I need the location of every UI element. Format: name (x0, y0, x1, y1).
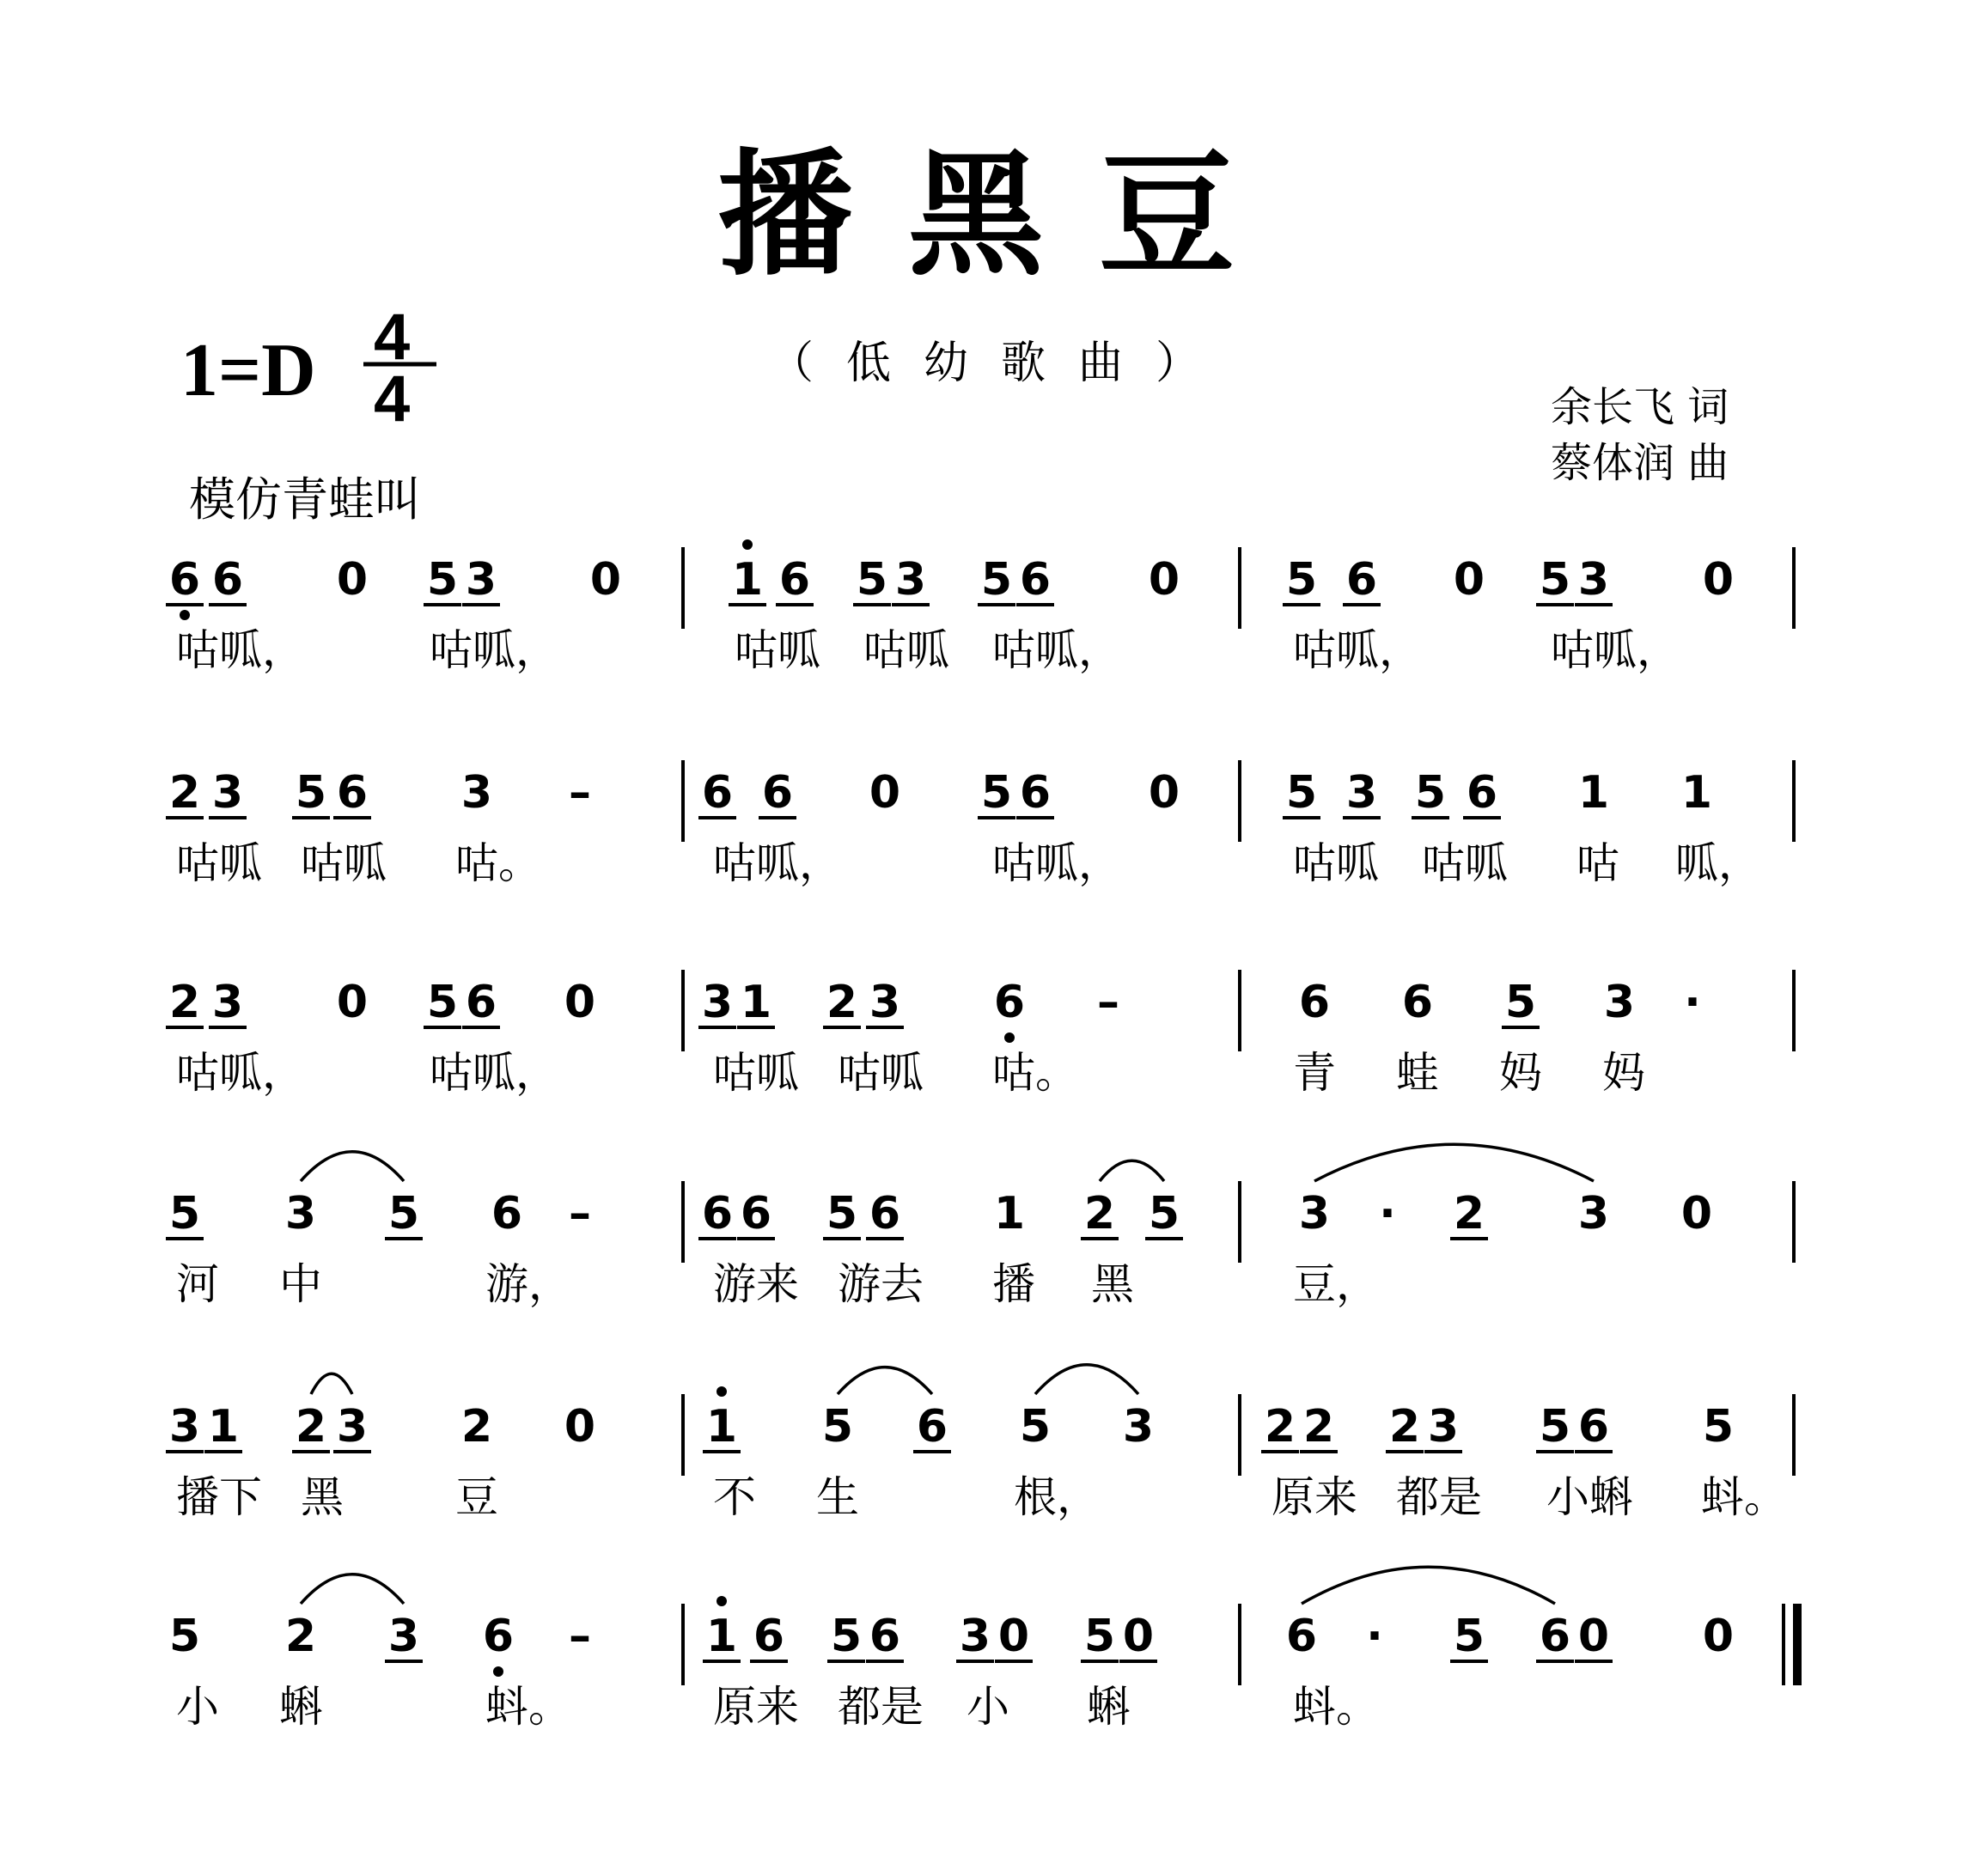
note: 3 (284, 1188, 317, 1240)
note: 0 (336, 554, 369, 606)
note: 6 (168, 554, 201, 606)
subtitle: （低幼歌曲） (769, 338, 1234, 389)
note: 3 (1122, 1401, 1155, 1453)
note: 2 (168, 767, 201, 819)
note: 6 (701, 767, 734, 819)
note: 6 (1401, 977, 1434, 1028)
note: 3 (387, 1611, 420, 1662)
note: 3 (1345, 767, 1378, 819)
lyric: 蛙 (1396, 1048, 1439, 1098)
lyric: 咕。 (992, 1048, 1078, 1098)
note: 5 (980, 767, 1013, 819)
note: 2 (826, 977, 858, 1028)
note: 2 (168, 977, 201, 1028)
lyric: 河 (176, 1259, 219, 1309)
note: 0 (997, 1611, 1030, 1662)
note: 0 (1702, 1611, 1735, 1662)
lyric: 妈 (1602, 1048, 1645, 1098)
note: 5 (1539, 554, 1571, 606)
note: 0 (1680, 1188, 1713, 1240)
slur (1314, 1144, 1594, 1181)
lyric: 咕呱 (301, 838, 387, 888)
note: · (1366, 1611, 1383, 1662)
note: 6 (1466, 767, 1498, 819)
lyric: 咕呱 (176, 838, 262, 888)
lyric: 咕呱， (713, 838, 842, 888)
octave-dot-high (742, 539, 753, 550)
note: 5 (1414, 767, 1447, 819)
note: 2 (1302, 1401, 1335, 1453)
note: 6 (869, 1188, 901, 1240)
note: – (569, 1611, 591, 1662)
composer-credit: 蔡体润 曲 (1551, 439, 1729, 487)
note: 0 (1453, 554, 1485, 606)
song-title: 播黑豆 (717, 137, 1290, 295)
note: 6 (491, 1188, 523, 1240)
note: – (1097, 977, 1119, 1028)
time-signature (363, 301, 436, 436)
lyric: 咕呱， (430, 1048, 558, 1098)
note: 0 (869, 767, 901, 819)
note: 5 (168, 1611, 201, 1662)
note: 3 (869, 977, 901, 1028)
note: 5 (856, 554, 888, 606)
note: 6 (1539, 1611, 1571, 1662)
slur (1035, 1365, 1138, 1394)
score-systems (166, 539, 1797, 1732)
note: 3 (211, 977, 244, 1028)
note: 5 (1702, 1401, 1735, 1453)
note: 0 (564, 977, 596, 1028)
note: 5 (1148, 1188, 1180, 1240)
note: 3 (959, 1611, 991, 1662)
lyric: 黑 (301, 1472, 344, 1522)
lyric: 都是 (1396, 1472, 1482, 1522)
lyric: 咕 (1576, 838, 1619, 888)
note: 2 (284, 1611, 317, 1662)
note: 0 (1702, 554, 1735, 606)
note: 3 (1427, 1401, 1460, 1453)
note: 3 (1577, 554, 1610, 606)
octave-dot-low (180, 610, 190, 620)
lyric: 播 (992, 1259, 1035, 1309)
note: 6 (1285, 1611, 1318, 1662)
note: 6 (482, 1611, 515, 1662)
performance-instruction: 模仿青蛙叫 (189, 472, 421, 527)
note: 1 (705, 1401, 738, 1453)
octave-dot-low (493, 1666, 503, 1677)
lyric: 黑 (1091, 1259, 1134, 1309)
note: 1 (705, 1611, 738, 1662)
lyric: 咕呱， (430, 625, 558, 675)
note: 6 (761, 767, 794, 819)
octave-dot-low (1004, 1032, 1015, 1043)
lyric: 咕呱 (713, 1048, 799, 1098)
lyric: 咕呱， (992, 625, 1121, 675)
note: 5 (1083, 1611, 1116, 1662)
score-system (166, 1386, 1794, 1522)
score-system (166, 539, 1794, 675)
note: 0 (1148, 767, 1180, 819)
note: 5 (1504, 977, 1537, 1028)
lyric: 不 (713, 1472, 756, 1522)
note: 3 (701, 977, 734, 1028)
note: 0 (336, 977, 369, 1028)
time-signature-numerator: 4 (374, 301, 411, 374)
note: 2 (1083, 1188, 1116, 1240)
lyric: 咕呱 (838, 1048, 924, 1098)
note: 3 (1603, 977, 1636, 1028)
note: 5 (1019, 1401, 1052, 1453)
note: 2 (460, 1401, 493, 1453)
note: 5 (426, 554, 459, 606)
lyric: 豆， (1293, 1259, 1379, 1309)
lyric: 根， (1014, 1472, 1100, 1522)
score-system (166, 970, 1794, 1098)
note: 6 (1019, 554, 1052, 606)
note: 6 (740, 1188, 772, 1240)
note: 5 (980, 554, 1013, 606)
note: 1 (740, 977, 772, 1028)
note: 5 (295, 767, 327, 819)
lyric: 游来 (713, 1259, 799, 1309)
note: 2 (1388, 1401, 1421, 1453)
lyric: 咕呱， (1551, 625, 1680, 675)
note: 1 (993, 1188, 1026, 1240)
lyric: 咕呱 (1293, 838, 1379, 888)
slur (1100, 1160, 1164, 1181)
note: 0 (589, 554, 622, 606)
note: 2 (1264, 1401, 1296, 1453)
lyric: 咕呱， (992, 838, 1121, 888)
slur (1302, 1567, 1555, 1604)
lyric: 咕呱， (1293, 625, 1422, 675)
note: 5 (426, 977, 459, 1028)
lyric: 咕。 (455, 838, 541, 888)
lyric: 蚪。 (1293, 1682, 1379, 1732)
note: 2 (1453, 1188, 1485, 1240)
note: 2 (295, 1401, 327, 1453)
note: 5 (1285, 554, 1318, 606)
note: 0 (1577, 1611, 1610, 1662)
lyric: 原来 (713, 1682, 799, 1732)
note: 0 (1122, 1611, 1155, 1662)
note: 0 (1148, 554, 1180, 606)
lyric: 呱， (1675, 838, 1761, 888)
octave-dot-high (717, 1386, 727, 1397)
note: 5 (821, 1401, 854, 1453)
note: 3 (336, 1401, 369, 1453)
note: 6 (753, 1611, 785, 1662)
lyric: 中 (279, 1259, 322, 1309)
lyric: 青 (1293, 1048, 1336, 1098)
note: 3 (894, 554, 927, 606)
note: 5 (387, 1188, 420, 1240)
lyric: 都是 (838, 1682, 924, 1732)
note: 1 (731, 554, 764, 606)
note: 5 (168, 1188, 201, 1240)
lyric: 游去 (838, 1259, 924, 1309)
time-signature-denominator: 4 (374, 362, 411, 436)
lyric: 蝌 (1087, 1682, 1130, 1732)
lyric: 蝌 (279, 1682, 322, 1732)
lyric: 妈 (1499, 1048, 1542, 1098)
note: – (569, 767, 591, 819)
note: 3 (211, 767, 244, 819)
lyric: 小蝌 (1546, 1472, 1632, 1522)
note: 6 (993, 977, 1026, 1028)
note: · (1684, 977, 1701, 1028)
note: 6 (1577, 1401, 1610, 1453)
note: 6 (336, 767, 369, 819)
note: 3 (460, 767, 493, 819)
lyric: 咕呱， (176, 1048, 305, 1098)
note: 6 (211, 554, 244, 606)
lyric: 蚪。 (1701, 1472, 1787, 1522)
note: 6 (1298, 977, 1331, 1028)
note: 5 (1453, 1611, 1485, 1662)
slur (301, 1574, 404, 1604)
note: 1 (1577, 767, 1610, 819)
note: · (1379, 1188, 1396, 1240)
note: 5 (830, 1611, 863, 1662)
note: 6 (701, 1188, 734, 1240)
lyric: 生 (816, 1472, 859, 1522)
lyric: 蚪。 (485, 1682, 571, 1732)
lyricist-credit: 余长飞 词 (1551, 383, 1729, 431)
lyric: 咕呱 (1422, 838, 1508, 888)
lyric: 原来 (1271, 1472, 1357, 1522)
note: 3 (1577, 1188, 1610, 1240)
note: 6 (869, 1611, 901, 1662)
note: 3 (168, 1401, 201, 1453)
note: 3 (1298, 1188, 1331, 1240)
note: 0 (564, 1401, 596, 1453)
lyric: 豆 (455, 1472, 498, 1522)
note: 6 (465, 977, 497, 1028)
note: 5 (1539, 1401, 1571, 1453)
lyric: 咕呱 (735, 625, 820, 675)
lyric: 小 (176, 1682, 219, 1732)
note: 6 (1019, 767, 1052, 819)
note: 1 (207, 1401, 240, 1453)
note: 6 (778, 554, 811, 606)
note: 5 (1285, 767, 1318, 819)
note: 6 (1345, 554, 1378, 606)
note: 1 (1680, 767, 1713, 819)
slur (838, 1367, 932, 1394)
note: 6 (916, 1401, 948, 1453)
note: – (569, 1188, 591, 1240)
score-system (166, 1181, 1794, 1309)
score-system (166, 760, 1794, 888)
key-signature: 1=D (180, 329, 316, 412)
lyric: 咕呱 (863, 625, 949, 675)
slur (301, 1152, 404, 1181)
lyric: 游， (485, 1259, 571, 1309)
note: 5 (826, 1188, 858, 1240)
lyric: 播下 (176, 1472, 262, 1522)
score-system (169, 1596, 1797, 1732)
slur (311, 1374, 352, 1394)
octave-dot-high (717, 1596, 727, 1606)
lyric: 咕呱， (176, 625, 305, 675)
lyric: 小 (967, 1682, 1009, 1732)
note: 3 (465, 554, 497, 606)
